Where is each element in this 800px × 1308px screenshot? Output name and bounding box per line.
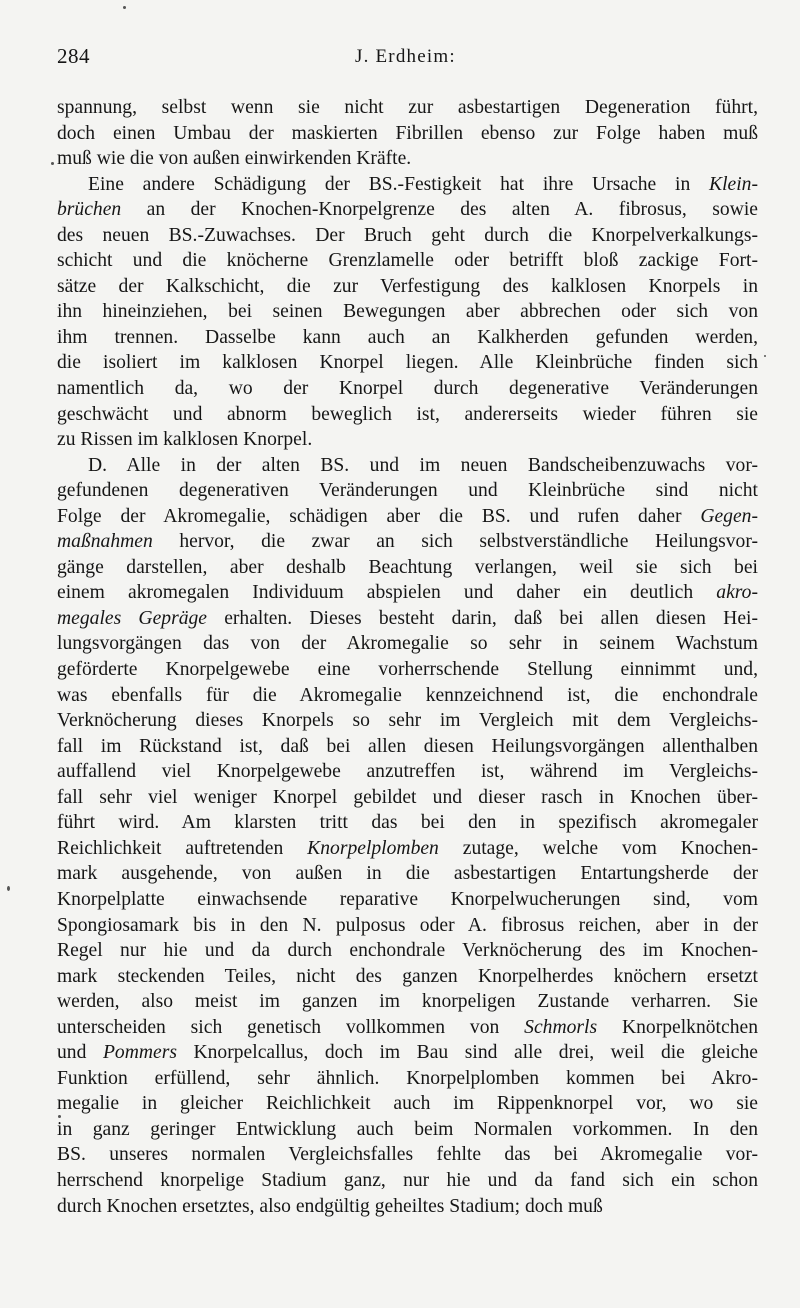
text-line [57,734,758,760]
text-line [57,172,758,198]
text-line [57,1091,758,1117]
text-line [57,453,758,479]
text-run: BS. unseres normalen Vergleichsfalles fehlte das bei Akromegalie vor- [57,1144,758,1166]
paragraph [57,453,758,1219]
text-line [57,631,758,657]
text-line [57,529,758,555]
text-run: Funktion erfüllend, sehr ähnlich. Knorpelplomben kommen bei Akro- [57,1067,758,1089]
text-line [57,1168,758,1194]
text-run: hervor, die zwar an sich selbstverständliche Heilungsvor- [152,531,758,553]
italic-text-run: Gegen- [700,505,758,527]
text-line [57,683,758,709]
text-run: muß wie die von außen einwirkenden Kräfte. [57,148,412,170]
text-run: fall im Rückstand ist, daß bei allen diesen Heilungsvorgängen allenthalben [57,735,758,757]
text-run: durch Knochen ersetztes, also endgültig geheiltes Stadium; doch muß [57,1195,603,1217]
scan-speck [58,1115,61,1118]
text-run: megalie in gleicher Reichlichkeit auch im Rippenknorpel vor, wo sie [57,1093,758,1115]
text-line [57,121,758,147]
text-run: schicht und die knöcherne Grenzlamelle oder betrifft bloß zackige Fort- [57,250,758,272]
scan-speck [123,6,126,9]
text-line [57,427,758,453]
text-run: zu Rissen im kalklosen Knorpel. [57,429,313,451]
text-line [57,376,758,402]
text-line [57,1040,758,1066]
text-line [57,759,758,785]
paragraph [57,172,758,453]
text-run: und [57,1042,103,1064]
text-run: D. Alle in der alten BS. und im neuen Bandscheibenzuwachs vor- [88,454,758,476]
text-line [57,1142,758,1168]
page-number: 284 [57,44,90,68]
running-head: J. Erdheim: [355,46,456,67]
text-line [57,938,758,964]
text-run: einem akromegalen Individuum abspielen und daher ein deutlich [57,582,717,604]
text-line [57,989,758,1015]
text-run: ihn hineinziehen, bei seinen Bewegungen aber abbrechen oder sich von [57,301,758,323]
text-run: Knorpelknötchen [597,1016,758,1038]
scan-speck [764,355,766,357]
italic-text-run: Schmorls [524,1016,598,1038]
text-line [57,223,758,249]
italic-text-run: Knorpelplomben [307,837,439,859]
text-run: gänge darstellen, aber deshalb Beachtung verlangen, weil sie sich bei [57,556,758,578]
text-line [57,1066,758,1092]
text-line [57,887,758,913]
text-run: was ebenfalls für die Akromegalie kennzeichnend ist, die enchondrale [57,684,758,706]
text-run: Reichlichkeit auftretenden [57,837,308,859]
text-run: unterscheiden sich genetisch vollkommen von [57,1016,525,1038]
text-line [57,555,758,581]
text-line [57,606,758,632]
text-line [57,248,758,274]
text-run: ihm trennen. Dasselbe kann auch an Kalkherden gefunden werden, [57,326,758,348]
text-line [57,1015,758,1041]
text-run: Knorpelcallus, doch im Bau sind alle drei, weil die gleiche [176,1042,758,1064]
scan-speck [51,162,54,165]
text-run: spannung, selbst wenn sie nicht zur asbestartigen Degeneration führt, [57,97,758,118]
text-run: mark ausgehende, von außen in die asbestartigen Entartungsherde der [57,863,758,885]
text-line [57,810,758,836]
text-line [57,964,758,990]
text-run: Folge der Akromegalie, schädigen aber die BS. und rufen daher [57,505,701,527]
text-run: in ganz geringer Entwicklung auch beim Normalen vorkommen. In den [57,1118,758,1140]
text-run: geförderte Knorpelgewebe eine vorherrschende Stellung einnimmt und, [57,659,758,681]
text-run: die isoliert im kalklosen Knorpel liegen. Alle Kleinbrüche finden sich [57,352,758,374]
text-run: lungsvorgängen das von der Akromegalie so sehr in seinem Wachstum [57,633,758,655]
text-run: Knorpelplatte einwachsende reparative Knorpelwucherungen sind, vom [57,888,758,910]
text-line [57,708,758,734]
text-run: des neuen BS.-Zuwachses. Der Bruch geht durch die Knorpelverkalkungs- [57,224,758,246]
text-line [57,402,758,428]
text-line [57,657,758,683]
text-line [57,197,758,223]
text-line [57,478,758,504]
italic-text-run: Pommers [102,1042,177,1064]
italic-text-run: maßnahmen [57,531,153,553]
text-run: Spongiosamark bis in den N. pulposus oder A. fibrosus reichen, aber in der [57,914,758,936]
text-line [57,1194,758,1220]
text-run: sätze der Kalkschicht, die zur Verfestigung des kalklosen Knorpels in [57,275,758,297]
text-run: an der Knochen-Knorpelgrenze des alten A. fibrosus, sowie [121,199,758,221]
text-line [57,274,758,300]
text-line [57,504,758,530]
text-line [57,1117,758,1143]
paragraph [57,95,758,172]
text-line [57,785,758,811]
text-line [57,350,758,376]
text-line [57,146,758,172]
text-run: fall sehr viel weniger Knorpel gebildet und dieser rasch in Knochen über- [57,786,758,808]
text-run: mark steckenden Teiles, nicht des ganzen Knorpelherdes knöchern ersetzt [57,965,758,987]
text-line [57,325,758,351]
text-line [57,836,758,862]
text-run: doch einen Umbau der maskierten Fibrillen ebenso zur Folge haben muß [57,122,758,144]
body-text [57,95,758,1219]
page-header [57,44,752,74]
text-line [57,299,758,325]
text-run: werden, also meist im ganzen im knorpeligen Zustande verharren. Sie [57,991,758,1013]
italic-text-run: Klein- [709,173,758,195]
text-run: gefundenen degenerativen Veränderungen und Kleinbrüche sind nicht [57,480,758,502]
italic-text-run: brüchen [57,199,122,221]
text-line [57,95,758,121]
text-run: Eine andere Schädigung der BS.-Festigkeit hat ihre Ursache in [88,173,710,195]
scan-speck [7,886,10,891]
text-run: führt wird. Am klarsten tritt das bei den in spezifisch akromegaler [57,812,758,834]
text-run: erhalten. Dieses besteht darin, daß bei allen diesen Hei- [206,607,758,629]
text-run: herrschend knorpelige Stadium ganz, nur hie und da fand sich ein schon [57,1169,758,1191]
text-run: Regel nur hie und da durch enchondrale Verknöcherung des im Knochen- [57,940,758,962]
text-run: namentlich da, wo der Knorpel durch degenerative Veränderungen [57,378,758,400]
text-line [57,580,758,606]
text-run: auffallend viel Knorpelgewebe anzutreffen ist, während im Vergleichs- [57,761,758,783]
italic-text-run: akro- [716,582,758,604]
text-line [57,861,758,887]
text-line [57,913,758,939]
text-run: geschwächt und abnorm beweglich ist, andererseits wieder führen sie [57,403,758,425]
text-run: zutage, welche vom Knochen- [438,837,758,859]
text-run: Verknöcherung dieses Knorpels so sehr im Vergleich mit dem Vergleichs- [57,710,758,732]
italic-text-run: megales Gepräge [57,607,207,629]
